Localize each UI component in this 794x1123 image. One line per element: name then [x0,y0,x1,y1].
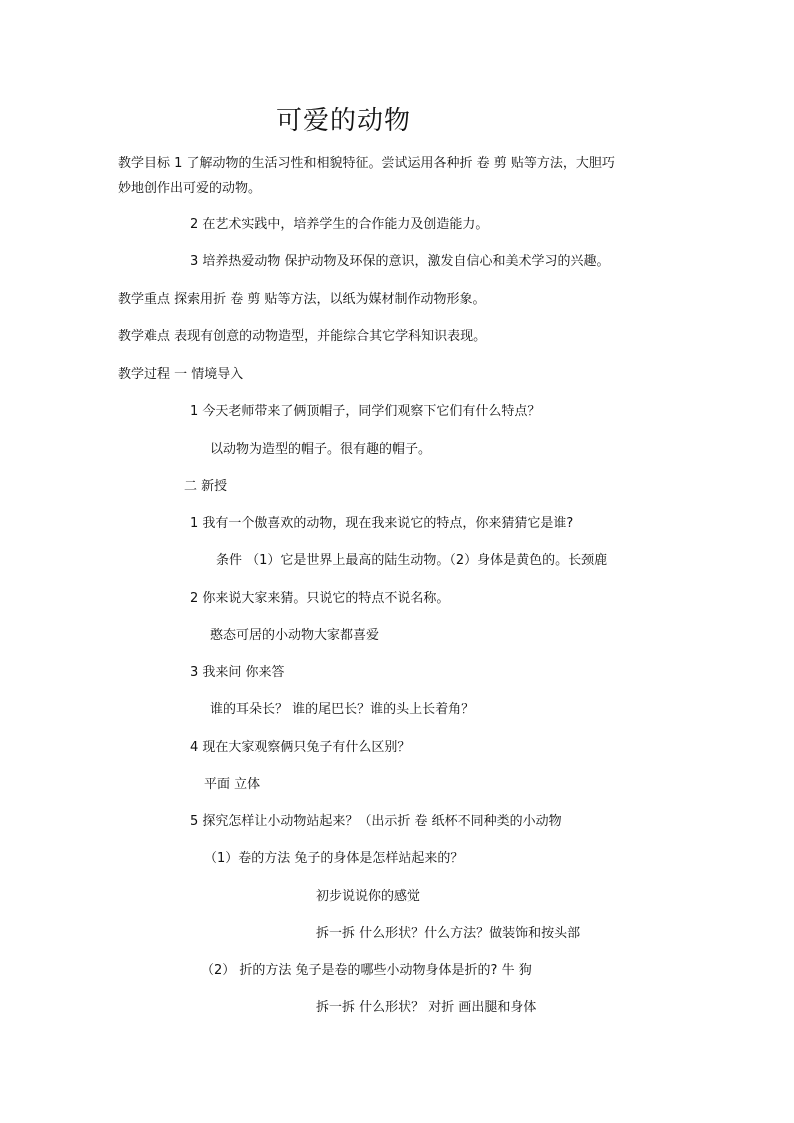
paragraph-line-objective-1-cont: 妙地创作出可爱的动物。 [118,181,262,196]
paragraph-line-new-1: 1 我有一个傲喜欢的动物，现在我来说它的特点，你来猜猜它是谁? [190,516,574,531]
paragraph-line-new-1-condition: 条件 （1）它是世界上最高的陆生动物。（2）身体是黄色的。长颈鹿 [216,553,608,568]
paragraph-line-new-3: 3 我来问 你来答 [190,665,285,680]
paragraph-line-new-4-answer: 平面 立体 [204,777,261,792]
paragraph-line-new-lesson-heading: 二 新授 [184,479,228,494]
paragraph-line-roll-feeling: 初步说说你的感觉 [316,889,421,904]
paragraph-line-new-4: 4 现在大家观察俩只兔子有什么区别？ [190,740,411,755]
paragraph-line-difficulty: 教学难点 表现有创意的动物造型，并能综合其它学科知识表现。 [118,329,487,344]
paragraph-line-fold-method: （2） 折的方法 兔子是卷的哪些小动物身体是折的? 牛 狗 [201,963,532,978]
paragraph-line-fold-disassemble: 拆一拆 什么形状？ 对折 画出腿和身体 [316,1000,537,1015]
paragraph-line-new-3-questions: 谁的耳朵长？ 谁的尾巴长？谁的头上长着角？ [210,702,475,717]
paragraph-line-objective-2: 2 在艺术实践中，培养学生的合作能力及创造能力。 [190,217,489,232]
paragraph-line-roll-disassemble: 拆一拆 什么形状？什么方法？做装饰和按头部 [316,926,581,941]
paragraph-line-objective-3: 3 培养热爱动物 保护动物及环保的意识，激发自信心和美术学习的兴趣。 [190,254,610,269]
paragraph-line-key-point: 教学重点 探索用折 卷 剪 贴等方法，以纸为媒材制作动物形象。 [118,292,486,307]
paragraph-line-process-1-answer: 以动物为造型的帽子。很有趣的帽子。 [210,442,432,457]
paragraph-line-new-2: 2 你来说大家来猜。只说它的特点不说名称。 [190,591,450,606]
document-title: 可爱的动物 [276,106,412,136]
paragraph-line-process-1: 1 今天老师带来了俩顶帽子，同学们观察下它们有什么特点？ [190,404,541,419]
paragraph-line-new-2-answer: 憨态可居的小动物大家都喜爱 [210,628,380,643]
paragraph-line-roll-method: （1）卷的方法 兔子的身体是怎样站起来的？ [204,851,464,866]
paragraph-line-objective-1: 教学目标 1 了解动物的生活习性和相貌特征。尝试运用各种折 卷 剪 贴等方法，大胆巧 [118,156,615,171]
paragraph-line-new-5: 5 探究怎样让小动物站起来？（出示折 卷 纸杯不同种类的小动物 [190,814,562,829]
paragraph-line-process-heading: 教学过程 一 情境导入 [118,367,244,382]
